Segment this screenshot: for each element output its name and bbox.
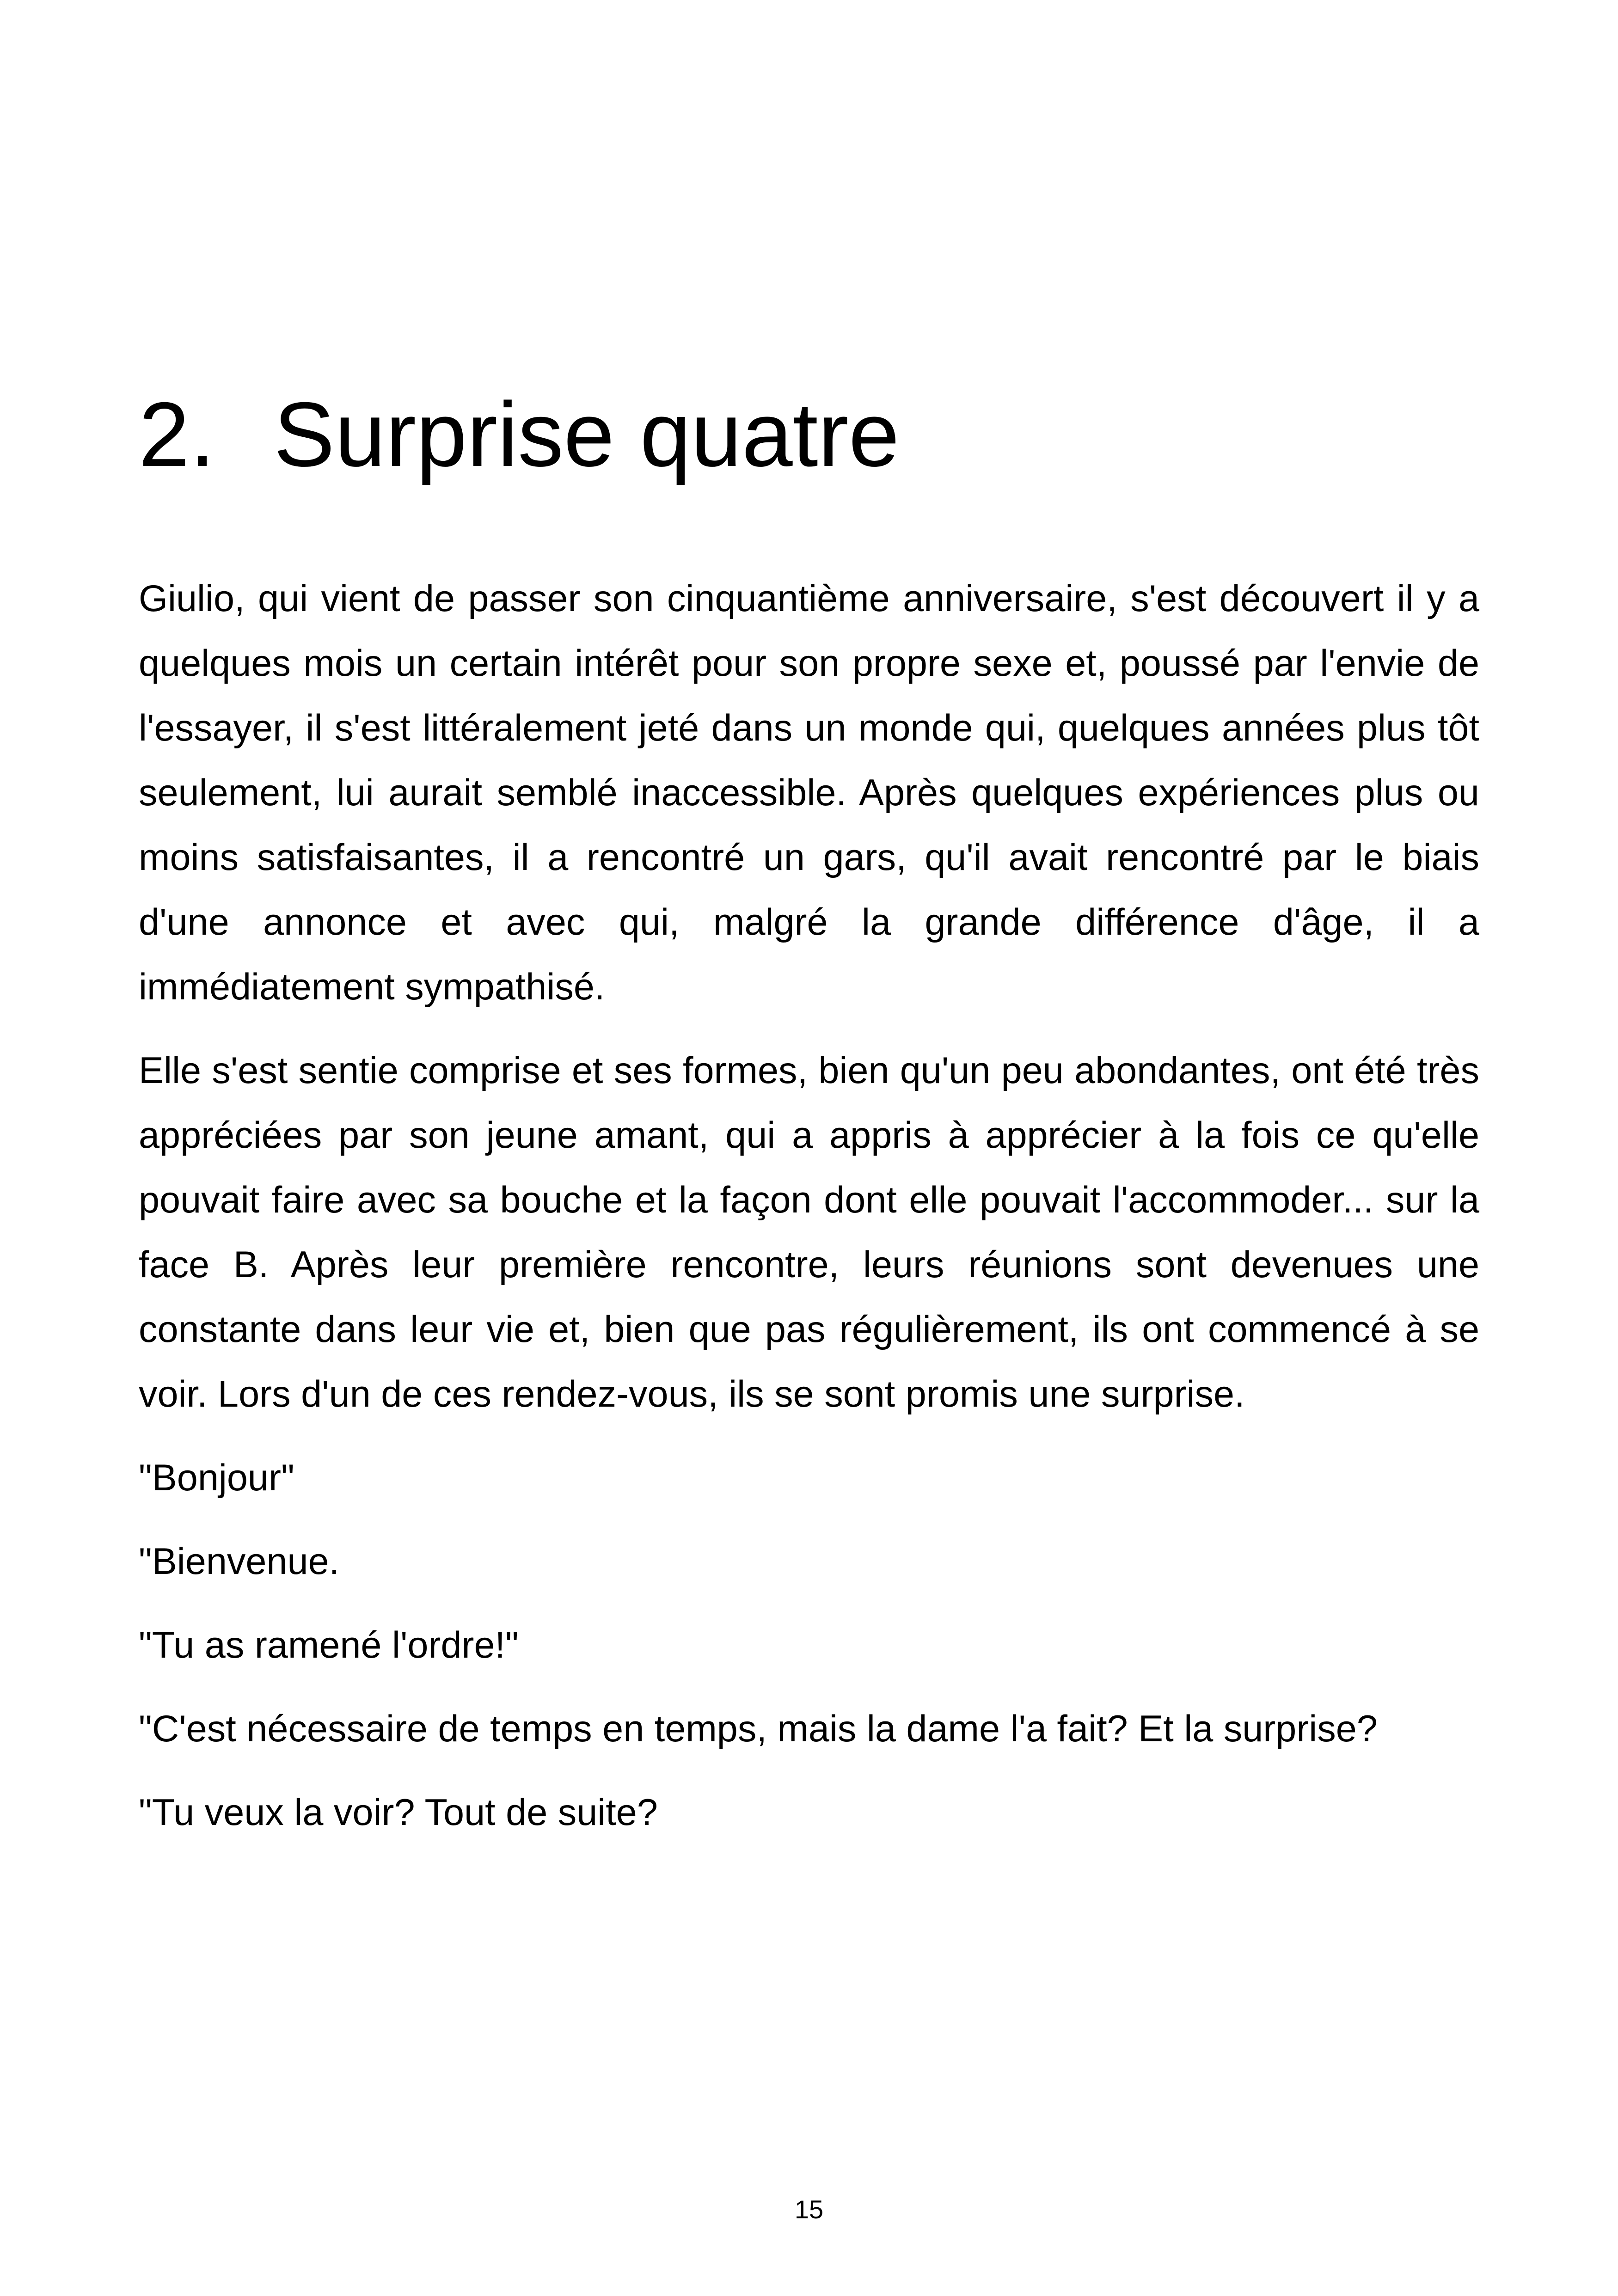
dialogue-line: "C'est nécessaire de temps en temps, mais la dame l'a fait? Et la surprise? xyxy=(139,1708,1378,1750)
dialogue-line: "Tu veux la voir? Tout de suite? xyxy=(139,1792,658,1833)
dialogue-line: "Tu as ramené l'ordre!" xyxy=(139,1624,519,1666)
paragraph: Elle s'est sentie comprise et ses formes, bien qu'un peu abondantes, ont été très appréciées par son jeune amant, qui a appris à apprécier à la fois ce qu'elle pouvait faire avec sa bouche et la façon dont elle pouvait l'accommoder... sur la face B. Après leur première rencontre, leurs réunions sont devenues une constante dans leur vie et, bien que pas régulièrement, ils ont commencé à se voir. Lors d'un de ces rendez-vous, ils se sont promis une surprise. xyxy=(139,1050,1479,1415)
chapter-title: Surprise quatre xyxy=(274,383,900,485)
chapter-heading xyxy=(139,379,1479,490)
page-number: 15 xyxy=(794,2195,824,2224)
paragraph: Giulio, qui vient de passer son cinquantième anniversaire, s'est découvert il y a quelques mois un certain intérêt pour son propre sexe et, poussé par l'envie de l'essayer, il s'est littéralement jeté dans un monde qui, quelques années plus tôt seulement, lui aurait semblé inaccessible. Après quelques expériences plus ou moins satisfaisantes, il a rencontré un gars, qu'il avait rencontré par le biais d'une annonce et avec qui, malgré la grande différence d'âge, il a immédiatement sympathisé. xyxy=(139,578,1479,1008)
body-text xyxy=(139,566,1479,1864)
dialogue-line: "Bienvenue. xyxy=(139,1541,340,1582)
dialogue-line: "Bonjour" xyxy=(139,1457,294,1499)
chapter-number: 2. xyxy=(139,383,215,485)
